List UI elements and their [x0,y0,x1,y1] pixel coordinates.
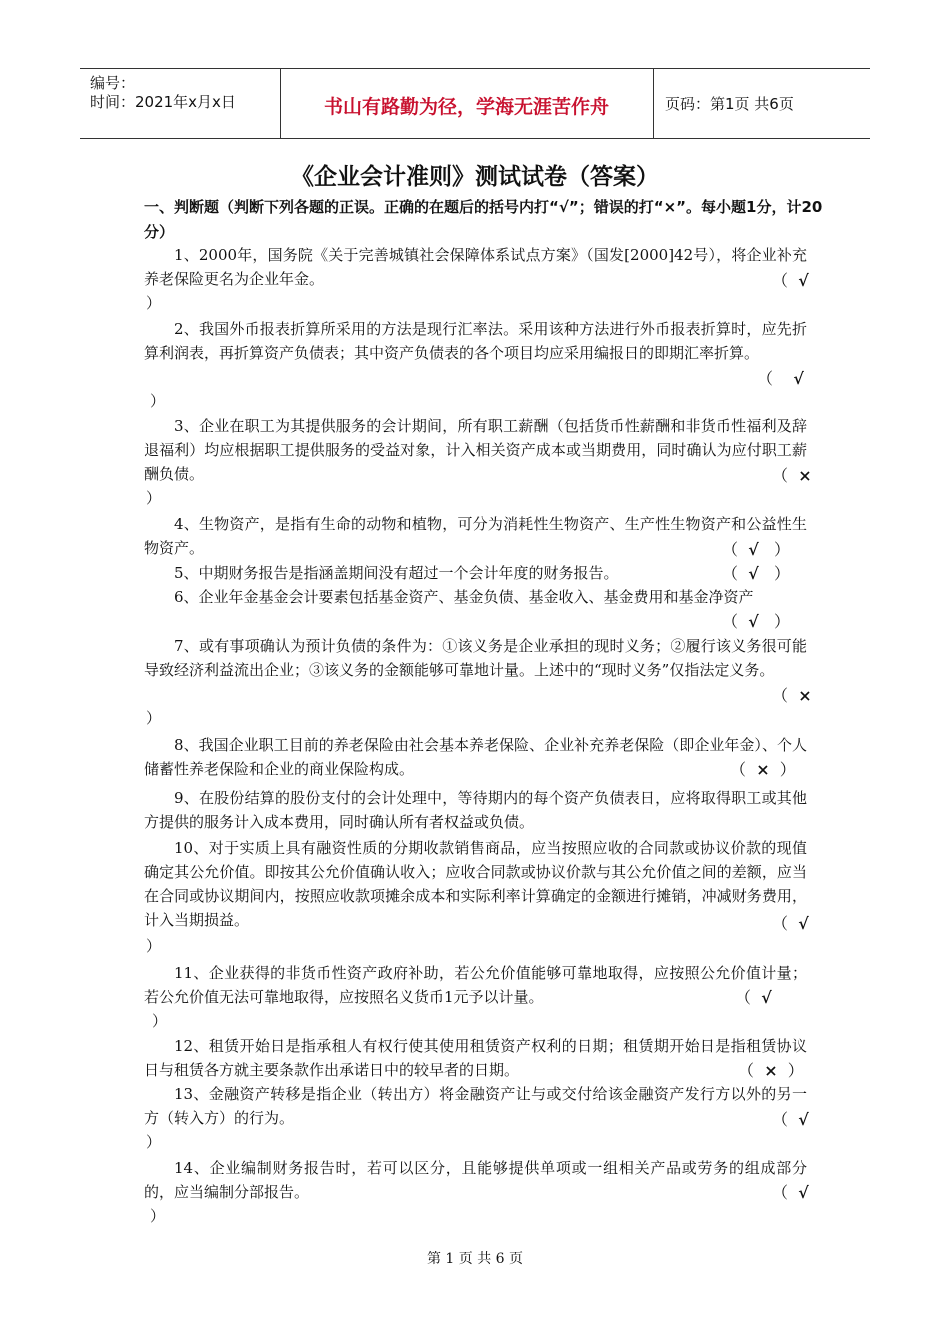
header-table [80,68,870,139]
paren-open: （ [772,914,789,933]
question-2: 2、我国外币报表折算所采用的方法是现行汇率法。采用该种方法进行外币报表折算时，应先折算利润表，再折算资产负债表；其中资产负债表的各个项目均应采用编报日的即期汇率折算。 [144,320,807,362]
page-footer: 第 1 页 共 6 页 [426,1251,524,1267]
paren-open: （ [735,988,752,1007]
paren-open: （ [730,760,747,779]
document-date-label: 时间：2021年x月x日 [90,93,236,111]
header-meta-cell [80,69,281,138]
answer-5 [722,561,790,584]
paren-open: （ [722,564,739,583]
page-info: 页码：第1页 共6页 [665,95,794,113]
paren-open: （ [722,612,739,631]
paren-close: ） [146,709,162,727]
paren-open: （ [772,271,789,290]
answer-mark: √ [761,988,772,1007]
answer-12 [738,1058,804,1081]
header-page-cell [653,69,870,138]
paren-close: ） [146,489,162,507]
paren-close: ） [150,1207,166,1225]
paren-open: （ [722,540,739,559]
answer-mark: √ [748,564,759,583]
question-10: 10、对于实质上具有融资性质的分期收款销售商品，应当按照应收的合同款或协议价款的现值确定其公允价值。即按其公允价值确认收入；应收合同款或协议价款与其公允价值之间的差额，应当在合同或协议期间内，按照应收款项摊余成本和实际利率计算确定的金额进行摊销，冲减财务费用，计入当期损益。 [144,839,807,929]
answer-1 [772,268,809,291]
paren-close: ） [146,294,162,312]
question-7: 7、或有事项确认为预计负债的条件为：①该义务是企业承担的现时义务；②履行该义务很可能导致经济利益流出企业；③该义务的金额能够可靠地计量。上述中的“现时义务”仅指法定义务。 [144,637,807,679]
paren-close: ） [146,1133,162,1151]
paren-open: （ [738,1061,755,1080]
header-motto-cell [280,69,654,138]
question-3: 3、企业在职工为其提供服务的会计期间，所有职工薪酬（包括货币性薪酬和非货币性福利及辞退福利）均应根据职工提供服务的受益对象，计入相关资产成本或当期费用，同时确认为应付职工薪酬负债。 [144,417,807,483]
paren-open: （ [772,686,789,705]
paren-close: ） [787,1061,804,1080]
question-9: 9、在股份结算的股份支付的会计处理中，等待期内的每个资产负债表日，应将取得职工或其他方提供的服务计入成本费用，同时确认所有者权益或负债。 [144,789,807,831]
answer-mark: √ [798,1110,809,1129]
paren-open: （ [772,466,789,485]
page-title: 《企业会计准则》测试试卷（答案） [291,164,659,190]
paren-close: ） [150,392,166,410]
document-number-label: 编号： [90,74,136,92]
answer-mark: × [756,760,770,779]
question-13: 13、金融资产转移是指企业（转出方）将金融资产让与或交付给该金融资产发行方以外的另一方（转入方）的行为。 [144,1085,807,1127]
answer-mark: √ [798,271,809,290]
question-11: 11、企业获得的非货币性资产政府补助，若公允价值能够可靠地取得，应按照公允价值计量；若公允价值无法可靠地取得，应按照名义货币1元予以计量。 [144,964,807,1006]
answer-mark: √ [798,914,809,933]
answer-3 [772,463,812,486]
question-1: 1、2000年，国务院《关于完善城镇社会保障体系试点方案》（国发[2000]42号），将企业补充养老保险更名为企业年金。 [144,246,807,288]
question-5: 5、中期财务报告是指涵盖期间没有超过一个会计年度的财务报告。 [174,564,619,582]
answer-13 [772,1107,809,1130]
answer-mark: √ [793,369,804,388]
section-heading: 一、判断题（判断下列各题的正误。正确的在题后的括号内打“√”；错误的打“×”。每小题1分，计20分） [144,198,823,241]
paren-close: ） [779,760,796,779]
answer-11 [735,985,772,1008]
answer-8 [730,757,796,780]
paren-close: ） [773,540,790,559]
paren-open: （ [772,1110,789,1129]
answer-mark: × [798,686,812,705]
answer-14 [772,1180,809,1203]
paren-open: （ [772,1183,789,1202]
answer-mark: √ [748,612,759,631]
motto-text: 书山有路勤为径，学海无涯苦作舟 [323,96,609,118]
answer-mark: √ [798,1183,809,1202]
answer-10 [772,911,809,934]
paren-close: ） [773,564,790,583]
answer-6 [722,609,790,632]
answer-mark: √ [748,540,759,559]
question-12: 12、租赁开始日是指承租人有权行使其使用租赁资产权利的日期；租赁期开始日是指租赁协议日与租赁各方就主要条款作出承诺日中的较早者的日期。 [144,1037,807,1079]
paren-open: （ [757,369,774,388]
question-14: 14、企业编制财务报告时，若可以区分，且能够提供单项或一组相关产品或劳务的组成部分的，应当编制分部报告。 [144,1159,807,1201]
paren-close: ） [146,937,162,955]
answer-4 [722,537,790,560]
question-6: 6、企业年金基金会计要素包括基金资产、基金负债、基金收入、基金费用和基金净资产 [174,588,754,606]
question-4: 4、生物资产，是指有生命的动物和植物，可分为消耗性生物资产、生产性生物资产和公益性生物资产。 [144,515,807,557]
paren-close: ） [152,1012,168,1030]
answer-mark: × [798,466,812,485]
paren-close: ） [773,612,790,631]
answer-mark: × [764,1061,778,1080]
question-8: 8、我国企业职工目前的养老保险由社会基本养老保险、企业补充养老保险（即企业年金）、个人储蓄性养老保险和企业的商业保险构成。 [144,736,807,778]
answer-7 [772,683,812,706]
answer-2 [757,366,804,389]
